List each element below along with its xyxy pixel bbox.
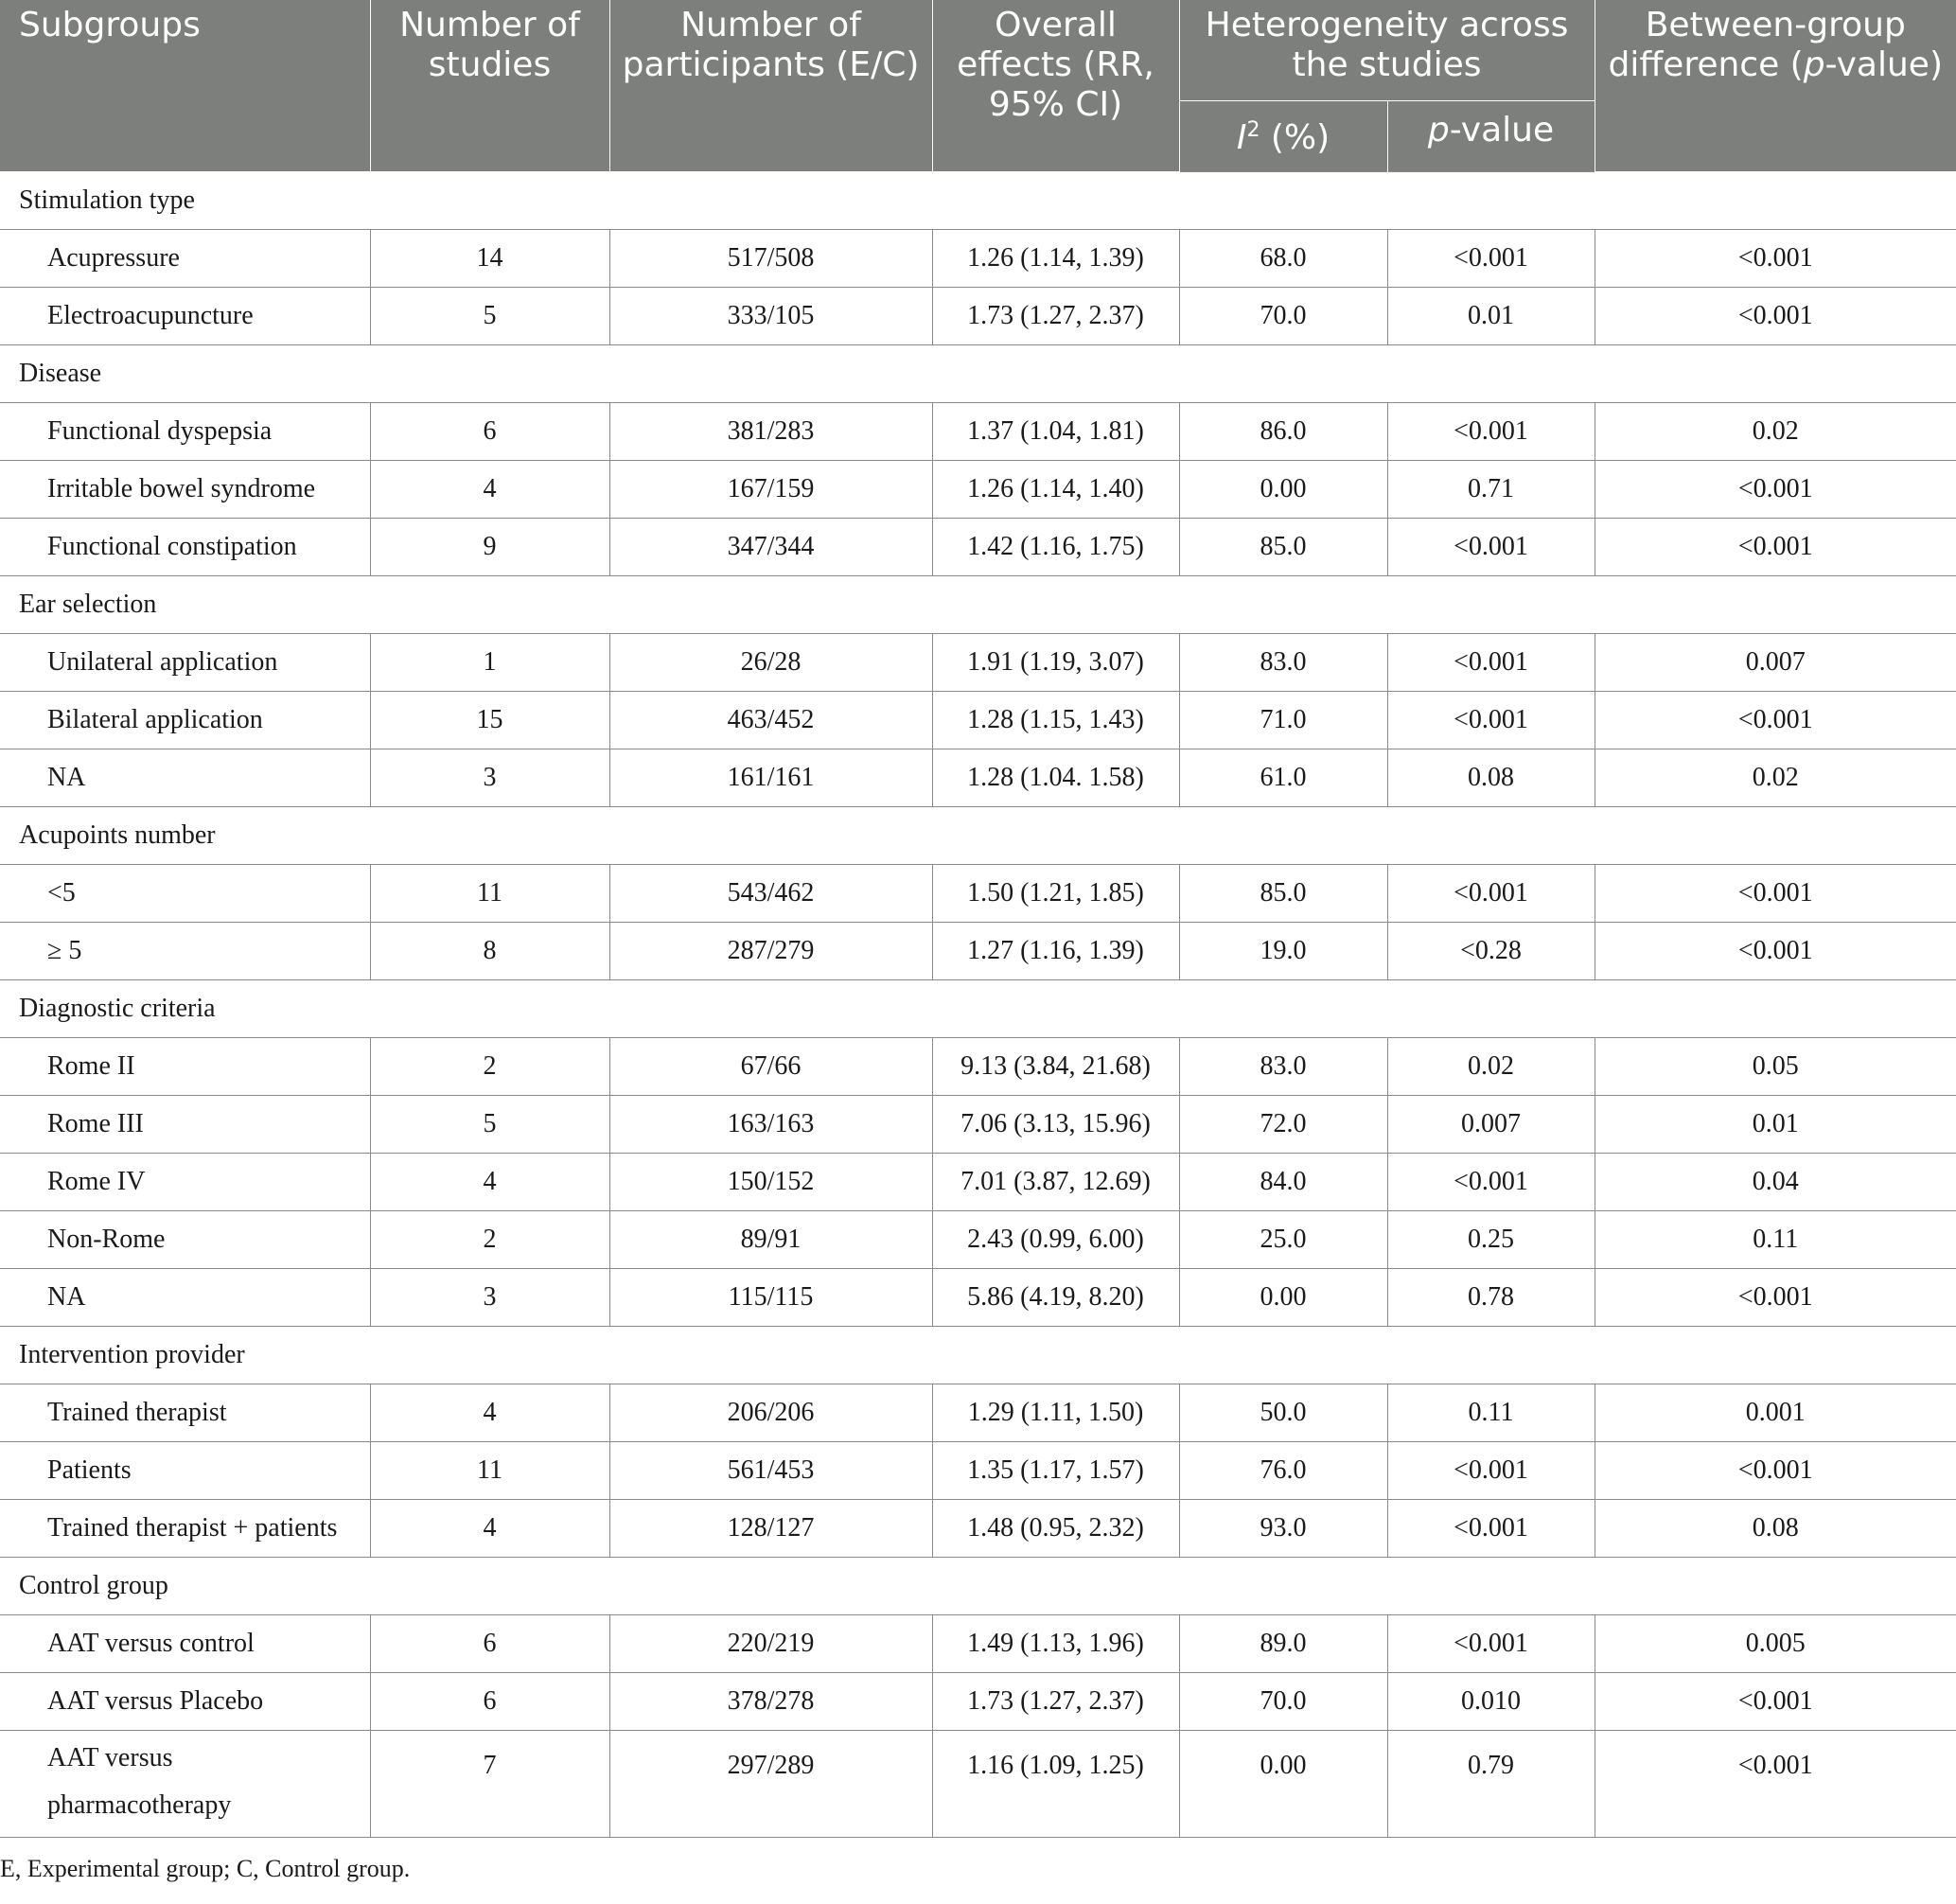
cell-between-group-difference: <0.001 xyxy=(1595,1442,1956,1500)
cell-participants: 206/206 xyxy=(609,1384,932,1442)
cell-participants: 163/163 xyxy=(609,1096,932,1154)
cell-i-squared: 0.00 xyxy=(1179,1269,1387,1327)
cell-participants: 543/462 xyxy=(609,865,932,923)
cell-overall-effects: 1.73 (1.27, 2.37) xyxy=(932,288,1179,345)
table-row xyxy=(0,692,1956,749)
table-body xyxy=(0,172,1956,1838)
cell-subgroup-label: Bilateral application xyxy=(0,692,370,749)
cell-overall-effects: 1.16 (1.09, 1.25) xyxy=(932,1731,1179,1838)
table-row xyxy=(0,1154,1956,1211)
cell-between-group-difference: 0.001 xyxy=(1595,1384,1956,1442)
cell-p-value: 0.01 xyxy=(1387,288,1595,345)
table-row xyxy=(0,1615,1956,1673)
cell-subgroup-label: NA xyxy=(0,749,370,807)
cell-i-squared: 76.0 xyxy=(1179,1442,1387,1500)
table-row xyxy=(0,1269,1956,1327)
cell-i-squared: 70.0 xyxy=(1179,1673,1387,1731)
table-row xyxy=(0,1096,1956,1154)
cell-subgroup-label: Trained therapist xyxy=(0,1384,370,1442)
cell-between-group-difference: 0.02 xyxy=(1595,749,1956,807)
cell-overall-effects: 1.28 (1.15, 1.43) xyxy=(932,692,1179,749)
cell-participants: 561/453 xyxy=(609,1442,932,1500)
cell-participants: 115/115 xyxy=(609,1269,932,1327)
cell-overall-effects: 1.91 (1.19, 3.07) xyxy=(932,634,1179,692)
cell-number-of-studies: 4 xyxy=(370,461,609,519)
cell-between-group-difference: 0.005 xyxy=(1595,1615,1956,1673)
cell-number-of-studies: 4 xyxy=(370,1384,609,1442)
cell-p-value: <0.001 xyxy=(1387,692,1595,749)
section-title: Disease xyxy=(0,345,1956,403)
cell-subgroup-label: <5 xyxy=(0,865,370,923)
cell-overall-effects: 1.26 (1.14, 1.39) xyxy=(932,230,1179,288)
cell-between-group-difference: 0.11 xyxy=(1595,1211,1956,1269)
cell-p-value: <0.001 xyxy=(1387,865,1595,923)
cell-participants: 167/159 xyxy=(609,461,932,519)
cell-p-value: 0.08 xyxy=(1387,749,1595,807)
cell-number-of-studies: 9 xyxy=(370,519,609,576)
cell-overall-effects: 9.13 (3.84, 21.68) xyxy=(932,1038,1179,1096)
cell-number-of-studies: 6 xyxy=(370,403,609,461)
section-title: Acupoints number xyxy=(0,807,1956,865)
cell-overall-effects: 1.49 (1.13, 1.96) xyxy=(932,1615,1179,1673)
table-row xyxy=(0,1731,1956,1838)
cell-i-squared: 85.0 xyxy=(1179,519,1387,576)
cell-participants: 297/289 xyxy=(609,1731,932,1838)
cell-overall-effects: 1.48 (0.95, 2.32) xyxy=(932,1500,1179,1558)
cell-number-of-studies: 11 xyxy=(370,1442,609,1500)
cell-number-of-studies: 11 xyxy=(370,865,609,923)
cell-p-value: <0.001 xyxy=(1387,634,1595,692)
cell-p-value: 0.71 xyxy=(1387,461,1595,519)
cell-between-group-difference: <0.001 xyxy=(1595,1269,1956,1327)
cell-subgroup-label: NA xyxy=(0,1269,370,1327)
cell-number-of-studies: 8 xyxy=(370,923,609,980)
cell-number-of-studies: 5 xyxy=(370,1096,609,1154)
cell-participants: 26/28 xyxy=(609,634,932,692)
header-p-value: p-value xyxy=(1387,101,1595,172)
cell-i-squared: 71.0 xyxy=(1179,692,1387,749)
cell-subgroup-label: AAT versus control xyxy=(0,1615,370,1673)
table-row xyxy=(0,634,1956,692)
cell-i-squared: 93.0 xyxy=(1179,1500,1387,1558)
cell-overall-effects: 1.29 (1.11, 1.50) xyxy=(932,1384,1179,1442)
cell-participants: 220/219 xyxy=(609,1615,932,1673)
cell-subgroup-label: Functional constipation xyxy=(0,519,370,576)
cell-subgroup-label: Rome IV xyxy=(0,1154,370,1211)
cell-p-value: <0.001 xyxy=(1387,1615,1595,1673)
cell-i-squared: 70.0 xyxy=(1179,288,1387,345)
cell-number-of-studies: 6 xyxy=(370,1615,609,1673)
cell-number-of-studies: 2 xyxy=(370,1038,609,1096)
cell-p-value: 0.007 xyxy=(1387,1096,1595,1154)
cell-between-group-difference: <0.001 xyxy=(1595,288,1956,345)
cell-subgroup-label: AAT versus Placebo xyxy=(0,1673,370,1731)
section-header-row xyxy=(0,1558,1956,1615)
table-row xyxy=(0,1673,1956,1731)
cell-subgroup-label: Acupressure xyxy=(0,230,370,288)
section-header-row xyxy=(0,1327,1956,1384)
cell-participants: 378/278 xyxy=(609,1673,932,1731)
cell-participants: 381/283 xyxy=(609,403,932,461)
cell-overall-effects: 1.42 (1.16, 1.75) xyxy=(932,519,1179,576)
section-header-row xyxy=(0,807,1956,865)
cell-between-group-difference: <0.001 xyxy=(1595,923,1956,980)
cell-number-of-studies: 3 xyxy=(370,749,609,807)
cell-subgroup-label: Patients xyxy=(0,1442,370,1500)
cell-number-of-studies: 5 xyxy=(370,288,609,345)
table-row xyxy=(0,1442,1956,1500)
cell-number-of-studies: 4 xyxy=(370,1500,609,1558)
cell-i-squared: 89.0 xyxy=(1179,1615,1387,1673)
section-title: Diagnostic criteria xyxy=(0,980,1956,1038)
cell-between-group-difference: 0.05 xyxy=(1595,1038,1956,1096)
cell-participants: 161/161 xyxy=(609,749,932,807)
cell-between-group-difference: 0.04 xyxy=(1595,1154,1956,1211)
cell-p-value: 0.78 xyxy=(1387,1269,1595,1327)
cell-number-of-studies: 1 xyxy=(370,634,609,692)
header-between-group-difference: Between-group difference (p-value) xyxy=(1595,0,1956,172)
section-header-row xyxy=(0,172,1956,230)
cell-subgroup-label: Electroacupuncture xyxy=(0,288,370,345)
cell-i-squared: 83.0 xyxy=(1179,634,1387,692)
header-number-of-participants: Number of participants (E/C) xyxy=(609,0,932,172)
cell-i-squared: 83.0 xyxy=(1179,1038,1387,1096)
cell-participants: 463/452 xyxy=(609,692,932,749)
table-row xyxy=(0,865,1956,923)
cell-between-group-difference: <0.001 xyxy=(1595,692,1956,749)
cell-p-value: 0.02 xyxy=(1387,1038,1595,1096)
table-row xyxy=(0,923,1956,980)
cell-overall-effects: 1.35 (1.17, 1.57) xyxy=(932,1442,1179,1500)
cell-between-group-difference: <0.001 xyxy=(1595,230,1956,288)
cell-overall-effects: 7.06 (3.13, 15.96) xyxy=(932,1096,1179,1154)
cell-overall-effects: 1.73 (1.27, 2.37) xyxy=(932,1673,1179,1731)
cell-subgroup-label: Rome III xyxy=(0,1096,370,1154)
section-header-row xyxy=(0,345,1956,403)
section-title: Intervention provider xyxy=(0,1327,1956,1384)
cell-i-squared: 50.0 xyxy=(1179,1384,1387,1442)
section-title: Ear selection xyxy=(0,576,1956,634)
cell-i-squared: 86.0 xyxy=(1179,403,1387,461)
cell-participants: 67/66 xyxy=(609,1038,932,1096)
cell-between-group-difference: <0.001 xyxy=(1595,461,1956,519)
header-number-of-studies: Number of studies xyxy=(370,0,609,172)
table-row xyxy=(0,230,1956,288)
cell-participants: 89/91 xyxy=(609,1211,932,1269)
table-row xyxy=(0,749,1956,807)
header-i-squared: $I^2$ (%) xyxy=(1179,101,1387,172)
cell-participants: 333/105 xyxy=(609,288,932,345)
cell-between-group-difference: <0.001 xyxy=(1595,865,1956,923)
table-row xyxy=(0,1211,1956,1269)
cell-participants: 517/508 xyxy=(609,230,932,288)
cell-between-group-difference: <0.001 xyxy=(1595,1673,1956,1731)
cell-p-value: 0.79 xyxy=(1387,1731,1595,1838)
cell-i-squared: 0.00 xyxy=(1179,461,1387,519)
cell-p-value: <0.001 xyxy=(1387,1500,1595,1558)
cell-i-squared: 85.0 xyxy=(1179,865,1387,923)
cell-participants: 128/127 xyxy=(609,1500,932,1558)
header-heterogeneity: Heterogeneity across the studies xyxy=(1179,0,1595,101)
cell-between-group-difference: 0.007 xyxy=(1595,634,1956,692)
cell-p-value: <0.001 xyxy=(1387,230,1595,288)
section-title: Control group xyxy=(0,1558,1956,1615)
table-header xyxy=(0,0,1956,172)
cell-i-squared: 19.0 xyxy=(1179,923,1387,980)
cell-i-squared: 0.00 xyxy=(1179,1731,1387,1838)
cell-p-value: <0.001 xyxy=(1387,1154,1595,1211)
table-row xyxy=(0,1038,1956,1096)
cell-overall-effects: 5.86 (4.19, 8.20) xyxy=(932,1269,1179,1327)
cell-p-value: 0.010 xyxy=(1387,1673,1595,1731)
cell-p-value: <0.001 xyxy=(1387,403,1595,461)
cell-i-squared: 61.0 xyxy=(1179,749,1387,807)
table-row xyxy=(0,288,1956,345)
cell-p-value: 0.11 xyxy=(1387,1384,1595,1442)
cell-overall-effects: 1.37 (1.04, 1.81) xyxy=(932,403,1179,461)
header-overall-effects: Overall effects (RR, 95% CI) xyxy=(932,0,1179,172)
cell-subgroup-label: Functional dyspepsia xyxy=(0,403,370,461)
cell-i-squared: 84.0 xyxy=(1179,1154,1387,1211)
table-row xyxy=(0,461,1956,519)
section-header-row xyxy=(0,576,1956,634)
section-title: Stimulation type xyxy=(0,172,1956,230)
cell-i-squared: 25.0 xyxy=(1179,1211,1387,1269)
cell-p-value: <0.28 xyxy=(1387,923,1595,980)
cell-between-group-difference: 0.02 xyxy=(1595,403,1956,461)
cell-number-of-studies: 3 xyxy=(370,1269,609,1327)
cell-overall-effects: 1.27 (1.16, 1.39) xyxy=(932,923,1179,980)
cell-number-of-studies: 4 xyxy=(370,1154,609,1211)
cell-p-value: 0.25 xyxy=(1387,1211,1595,1269)
table-footnote: E, Experimental group; C, Control group. xyxy=(0,1855,411,1882)
cell-number-of-studies: 14 xyxy=(370,230,609,288)
cell-between-group-difference: 0.01 xyxy=(1595,1096,1956,1154)
cell-number-of-studies: 6 xyxy=(370,1673,609,1731)
cell-p-value: <0.001 xyxy=(1387,519,1595,576)
cell-participants: 347/344 xyxy=(609,519,932,576)
cell-i-squared: 68.0 xyxy=(1179,230,1387,288)
cell-subgroup-label: ≥ 5 xyxy=(0,923,370,980)
cell-participants: 150/152 xyxy=(609,1154,932,1211)
cell-between-group-difference: <0.001 xyxy=(1595,1731,1956,1838)
cell-i-squared: 72.0 xyxy=(1179,1096,1387,1154)
cell-participants: 287/279 xyxy=(609,923,932,980)
cell-overall-effects: 2.43 (0.99, 6.00) xyxy=(932,1211,1179,1269)
cell-between-group-difference: <0.001 xyxy=(1595,519,1956,576)
section-header-row xyxy=(0,980,1956,1038)
cell-overall-effects: 7.01 (3.87, 12.69) xyxy=(932,1154,1179,1211)
table-row xyxy=(0,1500,1956,1558)
cell-subgroup-label: AAT versus pharmacotherapy xyxy=(0,1731,370,1838)
cell-between-group-difference: 0.08 xyxy=(1595,1500,1956,1558)
cell-subgroup-label: Non-Rome xyxy=(0,1211,370,1269)
cell-subgroup-label: Trained therapist + patients xyxy=(0,1500,370,1558)
header-subgroups: Subgroups xyxy=(0,0,370,172)
table-row xyxy=(0,1384,1956,1442)
cell-overall-effects: 1.50 (1.21, 1.85) xyxy=(932,865,1179,923)
cell-number-of-studies: 7 xyxy=(370,1731,609,1838)
cell-subgroup-label: Irritable bowel syndrome xyxy=(0,461,370,519)
cell-subgroup-label: Unilateral application xyxy=(0,634,370,692)
cell-number-of-studies: 15 xyxy=(370,692,609,749)
table-row xyxy=(0,403,1956,461)
cell-overall-effects: 1.26 (1.14, 1.40) xyxy=(932,461,1179,519)
cell-number-of-studies: 2 xyxy=(370,1211,609,1269)
cell-subgroup-label: Rome II xyxy=(0,1038,370,1096)
table-row xyxy=(0,519,1956,576)
cell-p-value: <0.001 xyxy=(1387,1442,1595,1500)
cell-overall-effects: 1.28 (1.04. 1.58) xyxy=(932,749,1179,807)
